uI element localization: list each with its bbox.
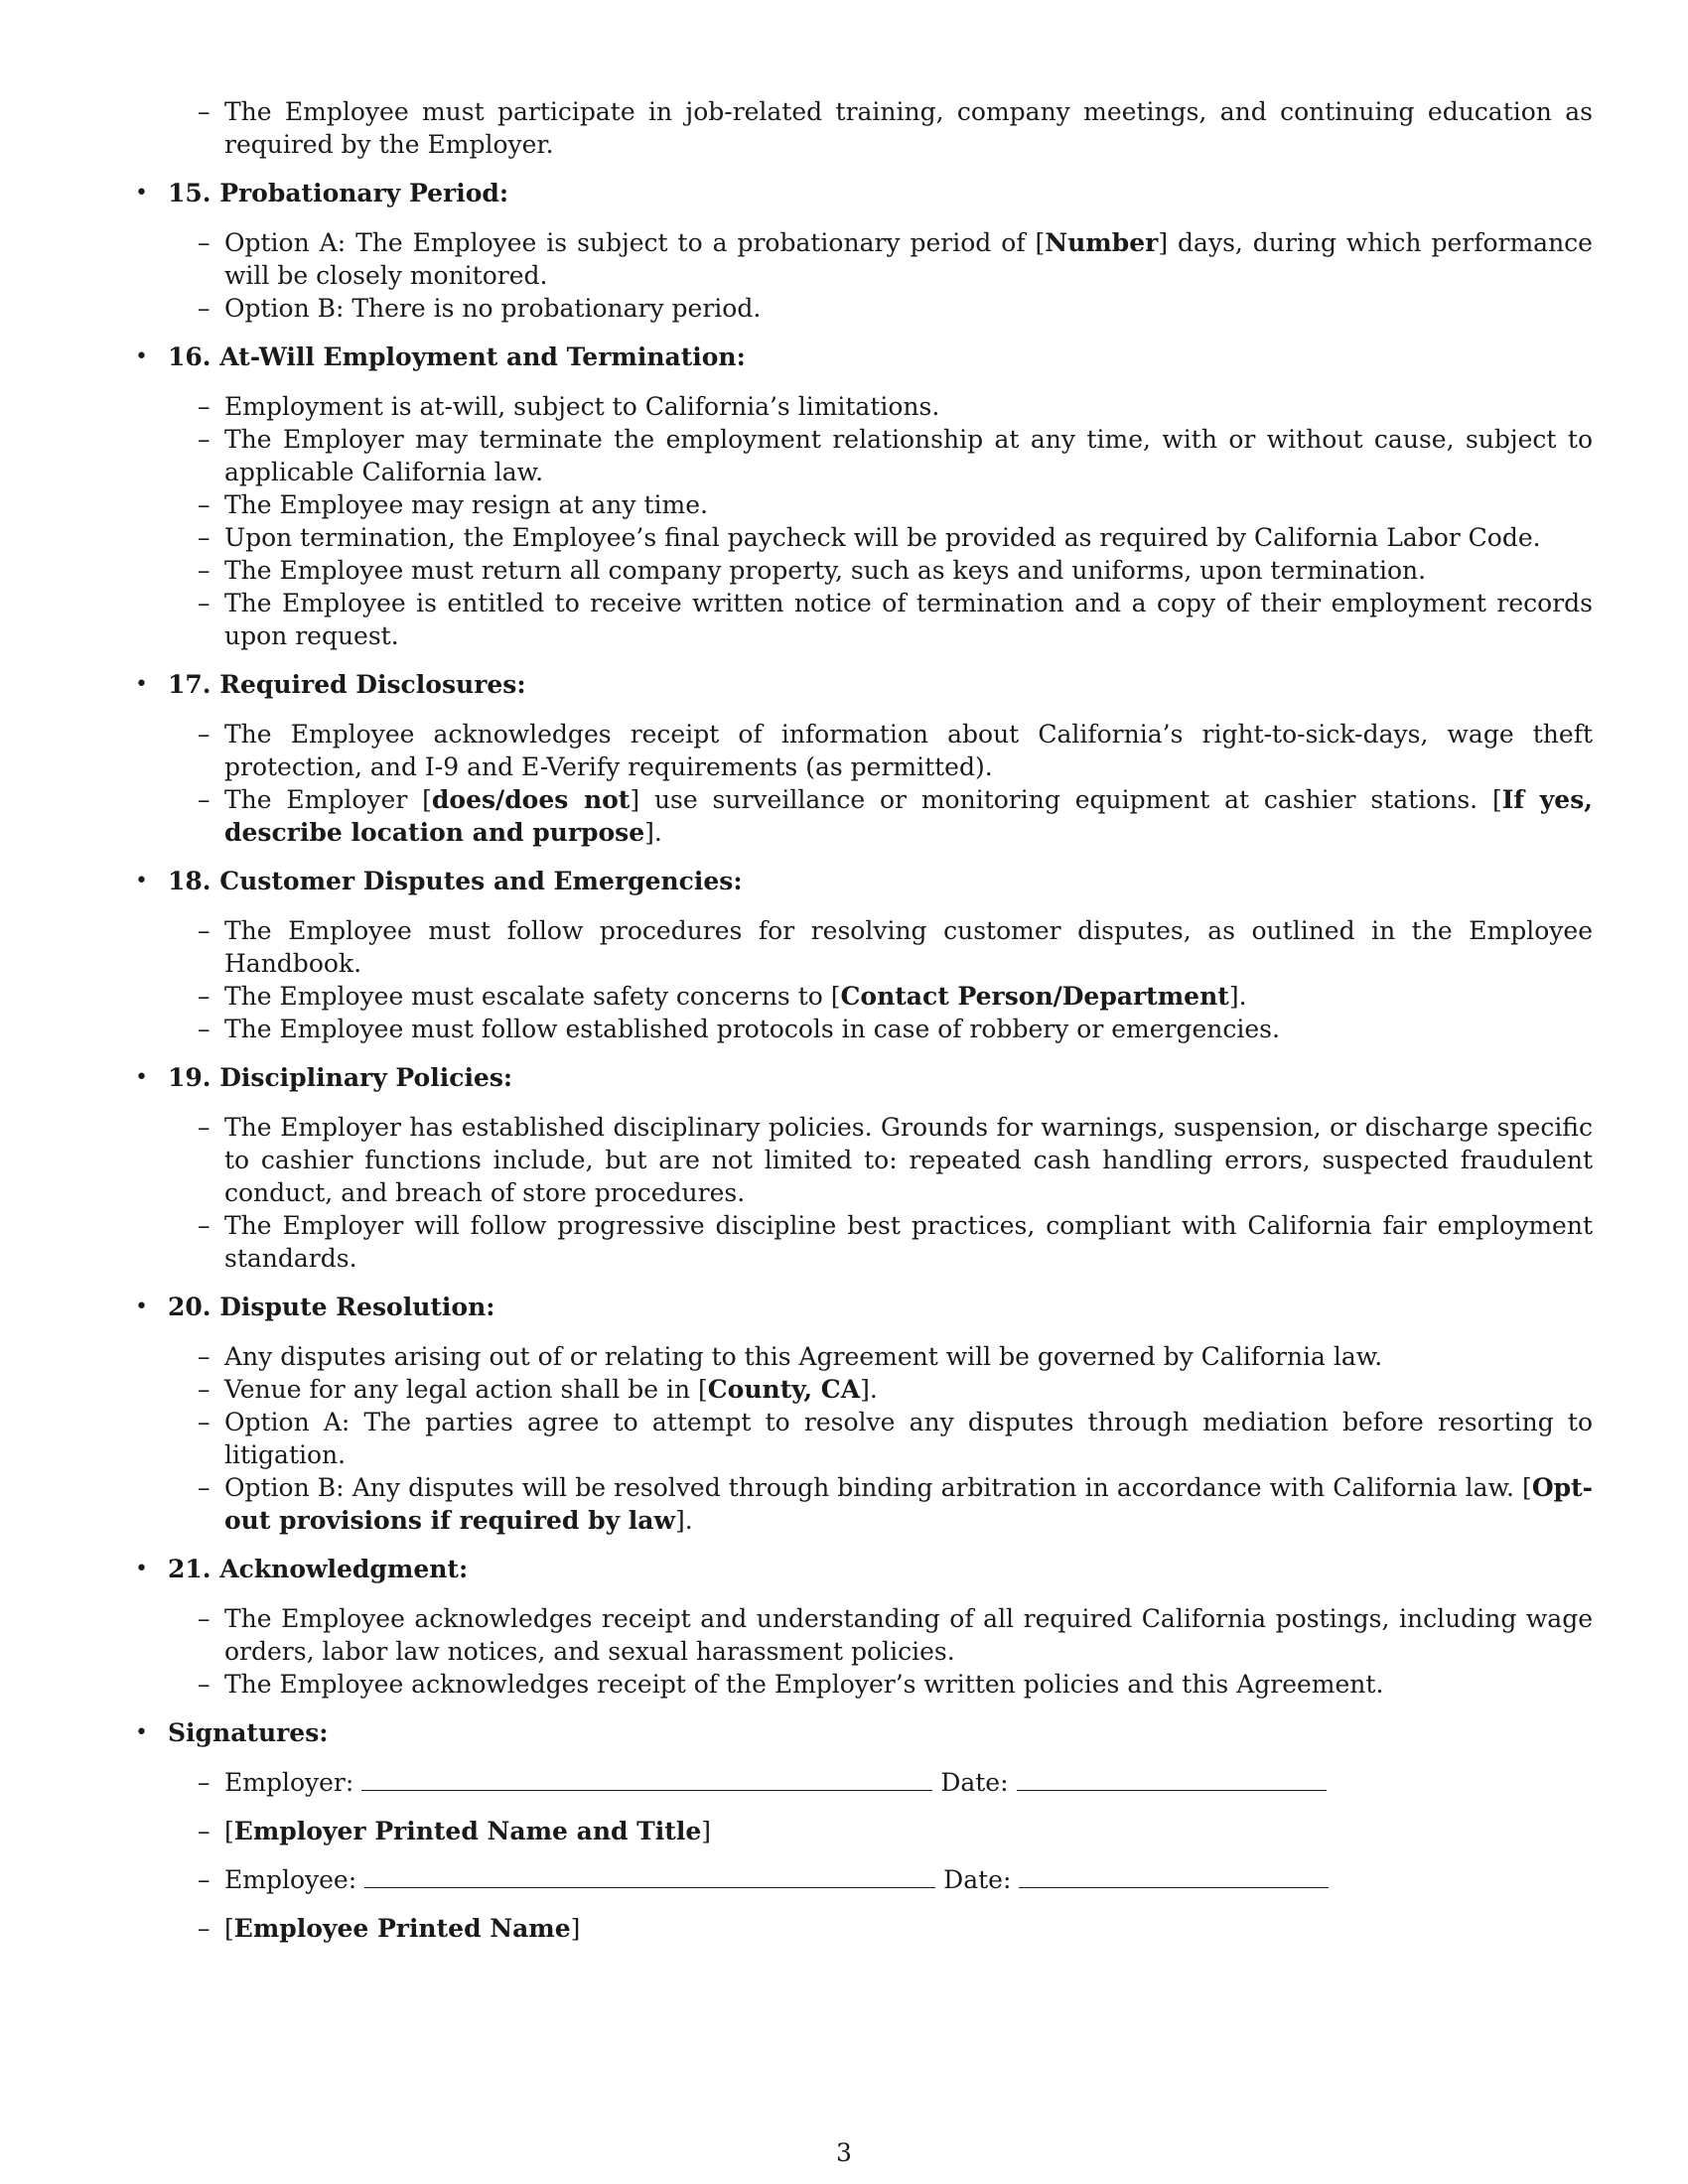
item-text: Venue for any legal action shall be in [ (224, 1375, 708, 1404)
employer-printed-name-row (168, 1815, 1593, 1847)
section-18 (135, 865, 1593, 1045)
employee-label: Employee: (224, 1865, 357, 1894)
date-label: Date: (940, 1768, 1009, 1797)
list-item (168, 1209, 1593, 1275)
document-body (135, 95, 1593, 1945)
item-text: Option A: The parties agree to attempt to resolve any disputes through mediation before resorting to litigation. (224, 1408, 1593, 1469)
item-text: ]. (860, 1375, 878, 1404)
list-item (168, 292, 1593, 325)
bullet-marker: • (135, 1295, 148, 1319)
item-list (168, 95, 1593, 161)
item-text: The Employee is entitled to receive written notice of termination and a copy of their employment records upon request. (224, 589, 1593, 650)
section-17 (135, 668, 1593, 849)
item-text: The Employee must return all company property, such as keys and uniforms, upon termination. (224, 556, 1427, 585)
section-16 (135, 341, 1593, 652)
list-item (168, 1111, 1593, 1209)
dash-marker: – (198, 392, 211, 421)
placeholder-field: County, CA (707, 1375, 861, 1404)
list-item (168, 914, 1593, 980)
dash-marker: – (198, 1113, 211, 1142)
item-text: The Employee acknowledges receipt of information about California’s right-to-sick-days, wage theft protection, and I-9 and E-Verify requirements (as permitted). (224, 720, 1593, 781)
item-text: ] days, during which performance will be closely monitored. (224, 228, 1593, 290)
list-item (168, 521, 1593, 554)
bullet-marker: • (135, 869, 148, 893)
placeholder-field: does/does not (431, 785, 631, 814)
list-item (168, 1373, 1593, 1406)
employee-date-line[interactable] (1019, 1863, 1329, 1888)
dash-marker: – (198, 1817, 211, 1845)
placeholder-field: Opt-out provisions if required by law (224, 1473, 1593, 1535)
list-item (168, 95, 1593, 161)
section-15 (135, 177, 1593, 325)
section-signatures (135, 1716, 1593, 1945)
dash-marker: – (198, 1865, 211, 1894)
dash-marker: – (198, 982, 211, 1011)
item-list (168, 390, 1593, 652)
item-text: Option B: There is no probationary period. (224, 294, 762, 323)
employer-label: Employer: (224, 1768, 354, 1797)
item-text: The Employee acknowledges receipt of the Employer’s written policies and this Agreement. (224, 1670, 1384, 1699)
list-item (168, 1668, 1593, 1701)
section-21 (135, 1553, 1593, 1701)
bracket: ] (701, 1817, 712, 1845)
dash-marker: – (198, 97, 211, 126)
item-text: The Employer may terminate the employment relationship at any time, with or without cause, subject to applicable California law. (224, 425, 1593, 486)
section-14-continued (135, 95, 1593, 161)
item-text: ]. (1228, 982, 1247, 1011)
page-number: 3 (836, 2138, 852, 2167)
item-text: The Employee may resign at any time. (224, 490, 708, 519)
list-item (168, 783, 1593, 849)
list-item (168, 587, 1593, 652)
dash-marker: – (198, 1408, 211, 1436)
dash-marker: – (198, 294, 211, 323)
dash-marker: – (198, 1342, 211, 1371)
bullet-marker: • (135, 672, 148, 697)
item-text: The Employer has established disciplinary policies. Grounds for warnings, suspension, or discharge specific to cashier functions include, but are not limited to: repeated cash handling errors, suspected fraudulent conduct, and breach of store procedures. (224, 1113, 1593, 1207)
item-text: The Employee must follow procedures for resolving customer disputes, as outlined in the Employee Handbook. (224, 916, 1593, 978)
dash-marker: – (198, 1914, 211, 1943)
list-item (168, 1471, 1593, 1537)
employer-date-line[interactable] (1017, 1766, 1327, 1791)
employee-signature-line[interactable] (364, 1863, 935, 1888)
list-item (168, 718, 1593, 783)
date-label: Date: (943, 1865, 1012, 1894)
section-heading: 17. Required Disclosures: (168, 670, 526, 699)
item-list (168, 718, 1593, 849)
list-item (168, 226, 1593, 292)
section-heading: 15. Probationary Period: (168, 179, 509, 207)
list-item (168, 554, 1593, 587)
section-20 (135, 1291, 1593, 1537)
item-text: The Employee must follow established protocols in case of robbery or emergencies. (224, 1015, 1280, 1043)
placeholder-field: If yes, describe location and purpose (224, 785, 1593, 847)
dash-marker: – (198, 556, 211, 585)
item-list (168, 1111, 1593, 1275)
item-text: The Employee must participate in job-related training, company meetings, and continuing education as required by the Employer. (224, 97, 1593, 159)
bracket: [ (224, 1817, 234, 1845)
placeholder-field: Contact Person/Department (840, 982, 1229, 1011)
list-item (168, 1013, 1593, 1045)
list-item (168, 1602, 1593, 1668)
section-heading: 18. Customer Disputes and Emergencies: (168, 867, 743, 895)
dash-marker: – (198, 1375, 211, 1404)
employee-signature-row (168, 1863, 1593, 1896)
list-item (168, 980, 1593, 1013)
section-heading: 16. At-Will Employment and Termination: (168, 342, 746, 371)
bracket: [ (224, 1914, 234, 1943)
item-text: The Employee acknowledges receipt and understanding of all required California postings, including wage orders, labor law notices, and sexual harassment policies. (224, 1604, 1593, 1666)
section-heading: Signatures: (168, 1718, 329, 1747)
section-19 (135, 1061, 1593, 1275)
dash-marker: – (198, 228, 211, 257)
item-text: Any disputes arising out of or relating to this Agreement will be governed by California law. (224, 1342, 1383, 1371)
dash-marker: – (198, 1768, 211, 1797)
dash-marker: – (198, 1670, 211, 1699)
list-item (168, 1406, 1593, 1471)
dash-marker: – (198, 490, 211, 519)
item-text: The Employer [ (224, 785, 432, 814)
section-heading: 21. Acknowledgment: (168, 1555, 469, 1583)
bullet-marker: • (135, 1720, 148, 1745)
employer-signature-row (168, 1766, 1593, 1799)
list-item (168, 423, 1593, 488)
section-heading: 20. Dispute Resolution: (168, 1293, 495, 1321)
list-item (168, 390, 1593, 423)
item-text: Employment is at-will, subject to California’s limitations. (224, 392, 940, 421)
item-text: ]. (675, 1506, 693, 1535)
dash-marker: – (198, 589, 211, 617)
list-item (168, 1340, 1593, 1373)
employer-signature-line[interactable] (361, 1766, 932, 1791)
placeholder-field: Employer Printed Name and Title (233, 1817, 702, 1845)
dash-marker: – (198, 1473, 211, 1502)
list-item (168, 488, 1593, 521)
item-text: Upon termination, the Employee’s final paycheck will be provided as required by California Labor Code. (224, 523, 1541, 552)
item-list (168, 914, 1593, 1045)
bracket: ] (570, 1914, 581, 1943)
dash-marker: – (198, 1604, 211, 1633)
section-heading: 19. Disciplinary Policies: (168, 1063, 513, 1092)
bullet-marker: • (135, 181, 148, 205)
dash-marker: – (198, 1211, 211, 1240)
dash-marker: – (198, 785, 211, 814)
dash-marker: – (198, 523, 211, 552)
item-text: ] use surveillance or monitoring equipment at cashier stations. [ (630, 785, 1502, 814)
item-text: The Employer will follow progressive discipline best practices, compliant with California fair employment standards. (224, 1211, 1593, 1273)
employee-printed-name-row (168, 1912, 1593, 1945)
item-list (168, 1602, 1593, 1701)
item-text: The Employee must escalate safety concerns to [ (224, 982, 841, 1011)
item-list (168, 226, 1593, 325)
item-text: Option B: Any disputes will be resolved through binding arbitration in accordance with California law. [ (224, 1473, 1532, 1502)
bullet-marker: • (135, 1065, 148, 1090)
item-list (168, 1340, 1593, 1537)
dash-marker: – (198, 425, 211, 454)
dash-marker: – (198, 720, 211, 749)
item-text: ]. (644, 818, 662, 847)
bullet-marker: • (135, 344, 148, 369)
bullet-marker: • (135, 1557, 148, 1581)
item-text: Option A: The Employee is subject to a probationary period of [ (224, 228, 1046, 257)
item-list (168, 1766, 1593, 1945)
placeholder-field: Number (1045, 228, 1159, 257)
dash-marker: – (198, 916, 211, 945)
dash-marker: – (198, 1015, 211, 1043)
placeholder-field: Employee Printed Name (233, 1914, 571, 1943)
